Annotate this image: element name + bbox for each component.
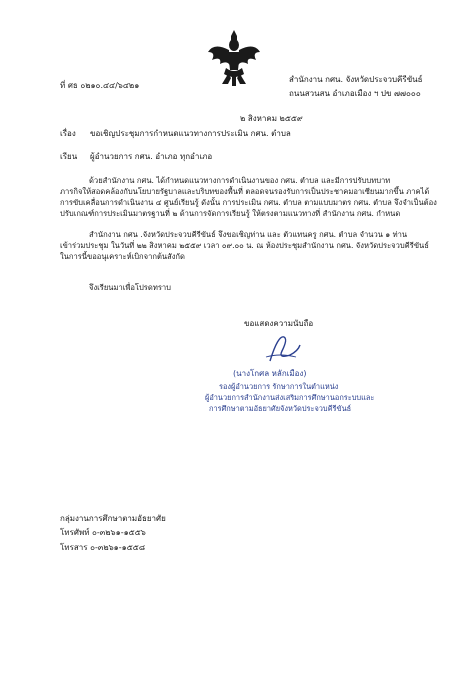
garuda-emblem-icon: [206, 28, 262, 90]
signer-title-line2: ผู้อำนวยการสำนักงานส่งเสริมการศึกษานอกระบบและ: [205, 393, 375, 402]
footer-fax: โทรสาร ๐-๓๒๖๑-๑๕๕๘: [60, 543, 145, 552]
para2-line: เข้าร่วมประชุม ในวันที่ ๒๒ สิงหาคม ๒๕๕๙ เวลา ๐๙.๐๐ น. ณ ห้องประชุมสำนักงาน กศน. จังหวัดประจวบคีรีขันธ์: [60, 241, 429, 250]
footer-department: กลุ่มงานการศึกษาตามอัธยาศัย: [60, 514, 166, 523]
document-number: ที่ ศธ ๐๒๑๐.๔๔/๖๔๒๑: [60, 81, 140, 90]
regards-text: ขอแสดงความนับถือ: [244, 319, 314, 328]
subject-text: ขอเชิญประชุมการกำหนดแนวทางการประเมิน กศน. ตำบล: [90, 129, 291, 138]
office-name: สำนักงาน กศน. จังหวัดประจวบคีรีขันธ์: [289, 75, 423, 84]
handwritten-signature-icon: [260, 331, 306, 365]
signer-name: (นางโกศล หลักเมือง): [233, 369, 307, 378]
para2-line: ในการนี้ขออนุเคราะห์เบิกจากต้นสังกัด: [60, 252, 185, 261]
recipient-label: เรียน: [60, 152, 78, 161]
signer-title-line1: รองผู้อำนวยการ รักษาการในตำแหน่ง: [219, 382, 339, 391]
closing-line: จึงเรียนมาเพื่อโปรดทราบ: [89, 283, 171, 292]
footer-phone: โทรศัพท์ ๐-๓๒๖๑-๑๕๕๖: [60, 528, 146, 537]
para1-line: การขับเคลื่อนการดำเนินงาน ๔ ศูนย์เรียนรู้ ดังนั้น การประเมิน กศน. ตำบล ตามแบบมาตร กศน. ตำบล จึงจำเป็นต้อง: [60, 198, 437, 207]
letter-date: ๒ สิงหาคม ๒๕๕๙: [240, 114, 303, 123]
para2-line: สำนักงาน กศน .จังหวัดประจวบคีรีขันธ์ จึงขอเชิญท่าน และ ตัวแทนครู กศน. ตำบล จำนวน ๑ ท่าน: [89, 230, 408, 239]
recipient-text: ผู้อำนวยการ กศน. อำเภอ ทุกอำเภอ: [90, 152, 213, 161]
office-address: ถนนสวนสน อำเภอเมือง ฯ ปข ๗๗๐๐๐: [289, 89, 421, 98]
para1-line: ภารกิจให้สอดคล้องกับนโยบายรัฐบาลและบริบทของพื้นที่ ตลอดจนรองรับการเป็นประชาคมอาเซียนมากขึ้น ภาคได้: [60, 187, 430, 196]
para1-line: ด้วยสำนักงาน กศน. ได้กำหนดแนวทางการดำเนินงานของ กศน. ตำบล และมีการปรับบทบาท: [89, 176, 391, 185]
signer-title-line3: การศึกษาตามอัธยาศัยจังหวัดประจวบคีรีขันธ์: [209, 404, 352, 413]
subject-label: เรื่อง: [60, 129, 76, 138]
para1-line: ปรับเกณฑ์การประเมินมาตรฐานที่ ๒ ด้านการจัดการเรียนรู้ ให้ตรงตามแนวทางที่ สำนักงาน กศน. กำหนด: [60, 209, 401, 218]
